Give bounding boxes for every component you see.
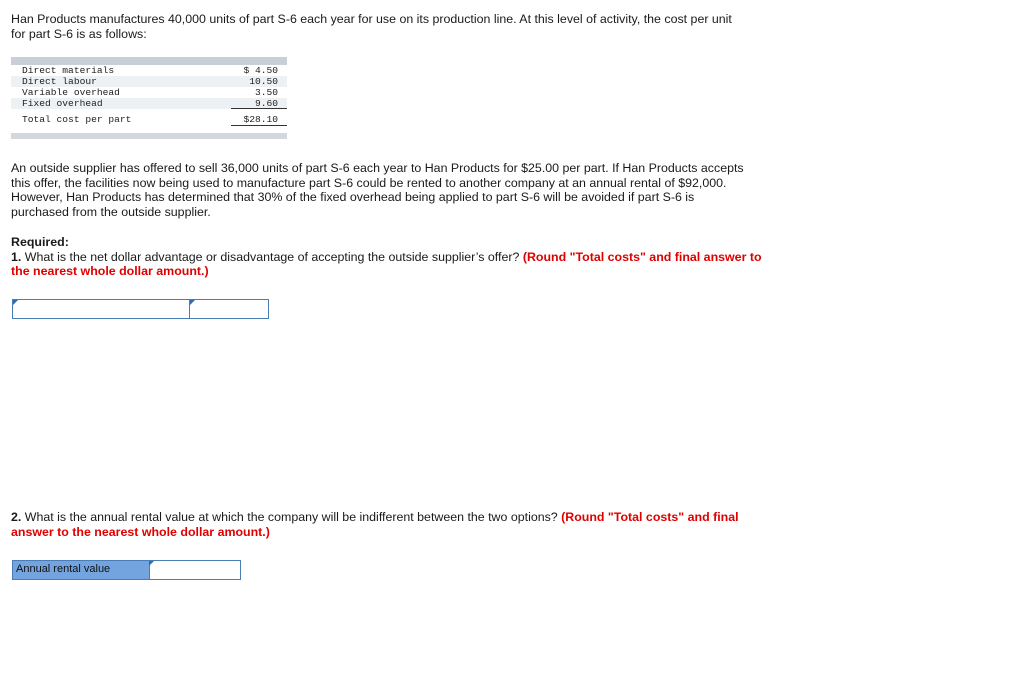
answer-row-2	[12, 560, 241, 580]
table-bottom-bar	[11, 133, 287, 139]
total-label: Total cost per part	[22, 114, 132, 125]
table-row-variable-overhead	[11, 87, 287, 98]
required-block	[11, 235, 771, 279]
row-label: Variable overhead	[22, 87, 120, 98]
intro-paragraph	[11, 12, 771, 41]
intro-line-1: Han Products manufactures 40,000 units of part S-6 each year for use on its production line. At this level of activity, the cost per unit	[11, 12, 732, 26]
supplier-paragraph	[11, 161, 771, 219]
advantage-amount-input[interactable]	[189, 299, 269, 319]
supplier-line-3: However, Han Products has determined that 30% of the fixed overhead being applied to part S-6 will be avoided if part S-6 is	[11, 190, 695, 205]
input-marker-icon	[149, 561, 154, 566]
question-1-instruction-b: the nearest whole dollar amount.)	[11, 264, 209, 279]
annual-rental-label: Annual rental value	[12, 560, 150, 580]
input-marker-icon	[190, 300, 195, 305]
row-label: Fixed overhead	[22, 98, 103, 109]
question-1	[11, 250, 771, 265]
question-2-instruction-a: (Round "Total costs" and final	[561, 510, 739, 524]
supplier-line-2: this offer, the facilities now being used to manufacture part S-6 could be rented to another company at an annual rental of $92,000.	[11, 175, 727, 190]
row-value: 3.50	[254, 87, 278, 98]
total-value: $28.10	[231, 113, 287, 126]
row-value: 10.50	[249, 76, 278, 87]
row-label: Direct materials	[22, 65, 115, 76]
question-1-text: What is the net dollar advantage or disadvantage of accepting the outside supplier’s offer?	[24, 249, 520, 264]
table-row-fixed-overhead	[11, 98, 287, 109]
advantage-label-select[interactable]	[12, 299, 190, 319]
question-2	[11, 510, 771, 525]
table-row-total	[11, 113, 287, 126]
annual-rental-input[interactable]	[149, 560, 241, 580]
cost-table	[11, 57, 287, 139]
row-label: Direct labour	[22, 76, 97, 87]
question-2-text: What is the annual rental value at which the company will be indifferent between the two options?	[24, 510, 558, 524]
question-2-instruction-b: answer to the nearest whole dollar amount.)	[11, 524, 270, 539]
table-top-bar	[11, 57, 287, 65]
row-value: 9.60	[231, 98, 287, 109]
answer-row-1	[12, 299, 269, 319]
table-row-direct-labour	[11, 76, 287, 87]
supplier-line-4: purchased from the outside supplier.	[11, 204, 211, 219]
supplier-line-1: An outside supplier has offered to sell 36,000 units of part S-6 each year to Han Products for $25.00 per part. If Han Products accepts	[11, 161, 744, 175]
required-heading: Required:	[11, 235, 69, 249]
row-value: $ 4.50	[243, 65, 278, 76]
input-marker-icon	[13, 300, 18, 305]
question-1-instruction-a: (Round "Total costs" and final answer to	[522, 249, 762, 264]
intro-line-2: for part S-6 is as follows:	[11, 26, 147, 41]
table-row-direct-materials	[11, 65, 287, 76]
question-2-number: 2.	[11, 510, 22, 524]
question-2-block	[11, 510, 771, 539]
question-1-number: 1.	[11, 249, 22, 264]
